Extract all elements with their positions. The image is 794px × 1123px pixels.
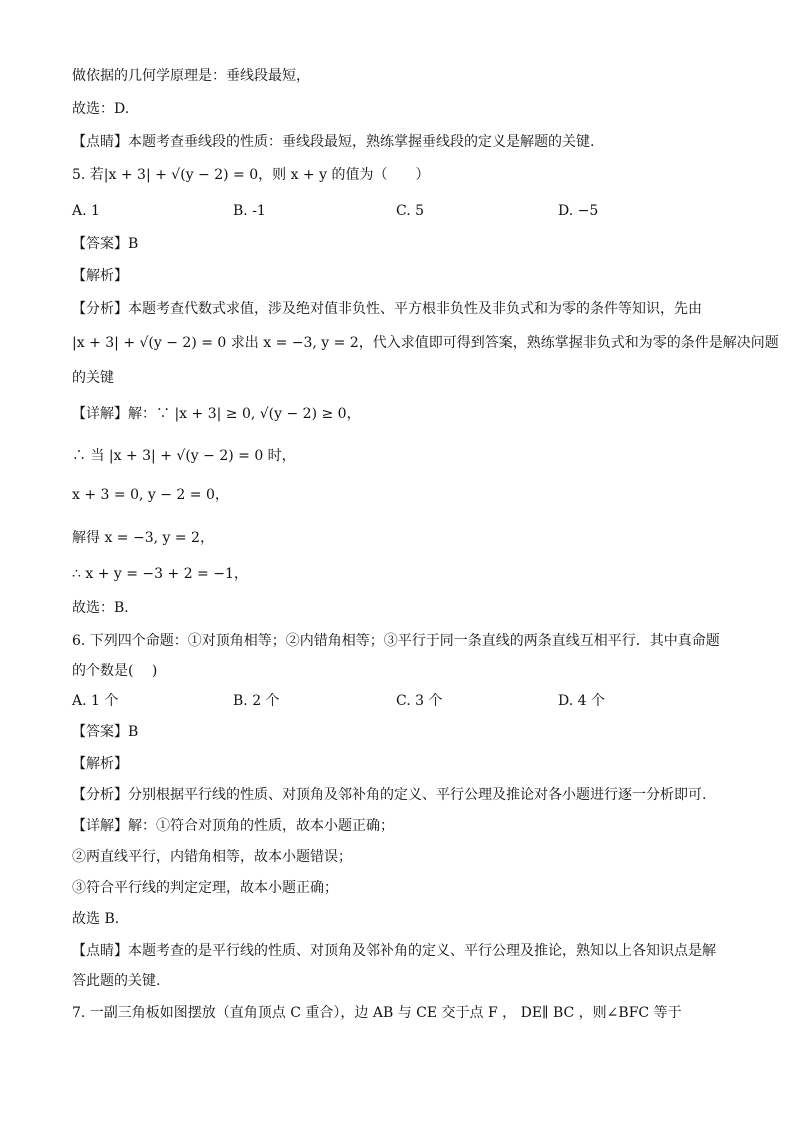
analysis-heading: 【解析】 (72, 756, 128, 772)
option-b: B. -1 (233, 203, 266, 219)
analysis-text: 的关键 (72, 370, 114, 386)
dianjing-note: 答此题的关键. (72, 973, 161, 989)
solution-line: 【详解】解：①符合对顶角的性质，故本小题正确； (72, 818, 394, 834)
text-line: 做依据的几何学原理是：垂线段最短， (72, 68, 310, 84)
solution-line: x + 3 = 0, y − 2 = 0， (72, 487, 229, 503)
option-c: C. 3 个 (396, 693, 443, 709)
question-6: 6. 下列四个命题：①对顶角相等；②内错角相等；③平行于同一条直线的两条直线互相平行．其中真命题 (72, 633, 720, 649)
option-a: A. 1 个 (72, 693, 119, 709)
question-5: 5. 若|x + 3| + √(y − 2) = 0，则 x + y 的值为（ ） (72, 167, 430, 183)
analysis-heading: 【解析】 (72, 268, 128, 284)
question-6: 的个数是( ) (72, 663, 158, 679)
solution-line: 故选 B. (72, 911, 120, 927)
solution-line: ③符合平行线的判定定理，故本小题正确； (72, 880, 338, 896)
solution-line: 解得 x = −3, y = 2， (72, 530, 214, 546)
option-d: D. 4 个 (558, 693, 605, 709)
solution-line: ②两直线平行，内错角相等，故本小题错误； (72, 849, 352, 865)
option-b: B. 2 个 (233, 693, 280, 709)
option-d: D. −5 (558, 203, 599, 219)
analysis-text: |x + 3| + √(y − 2) = 0 求出 x = −3, y = 2，代入求值即可得到答案，熟练掌握非负式和为零的条件是解决问题 (72, 335, 779, 351)
dianjing-note: 【点睛】本题考查垂线段的性质：垂线段最短，熟练掌握垂线段的定义是解题的关键. (72, 134, 595, 150)
answer-label: 【答案】B (72, 724, 139, 740)
solution-line: 故选：B． (72, 600, 139, 616)
option-a: A. 1 (72, 203, 100, 219)
option-c: C. 5 (396, 203, 425, 219)
dianjing-note: 【点睛】本题考查的是平行线的性质、对顶角及邻补角的定义、平行公理及推论，熟知以上各知识点是解 (72, 943, 716, 959)
answer-label: 【答案】B (72, 236, 139, 252)
question-7: 7. 一副三角板如图摆放（直角顶点 C 重合），边 AB 与 CE 交于点 F ， DE∥ BC ，则∠BFC 等于 (72, 1005, 682, 1021)
analysis-text: 【分析】本题考查代数式求值，涉及绝对值非负性、平方根非负性及非负式和为零的条件等知识，先由 (72, 301, 702, 317)
text-line: 故选：D. (72, 101, 130, 117)
solution-line: ∴ x + y = −3 + 2 = −1， (72, 566, 248, 582)
analysis-text: 【分析】分别根据平行线的性质、对顶角及邻补角的定义、平行公理及推论对各小题进行逐一分析即可. (72, 787, 707, 803)
solution-line: ∴ 当 |x + 3| + √(y − 2) = 0 时， (72, 448, 296, 464)
solution-line: 【详解】解：∵ |x + 3| ≥ 0, √(y − 2) ≥ 0， (72, 406, 361, 422)
